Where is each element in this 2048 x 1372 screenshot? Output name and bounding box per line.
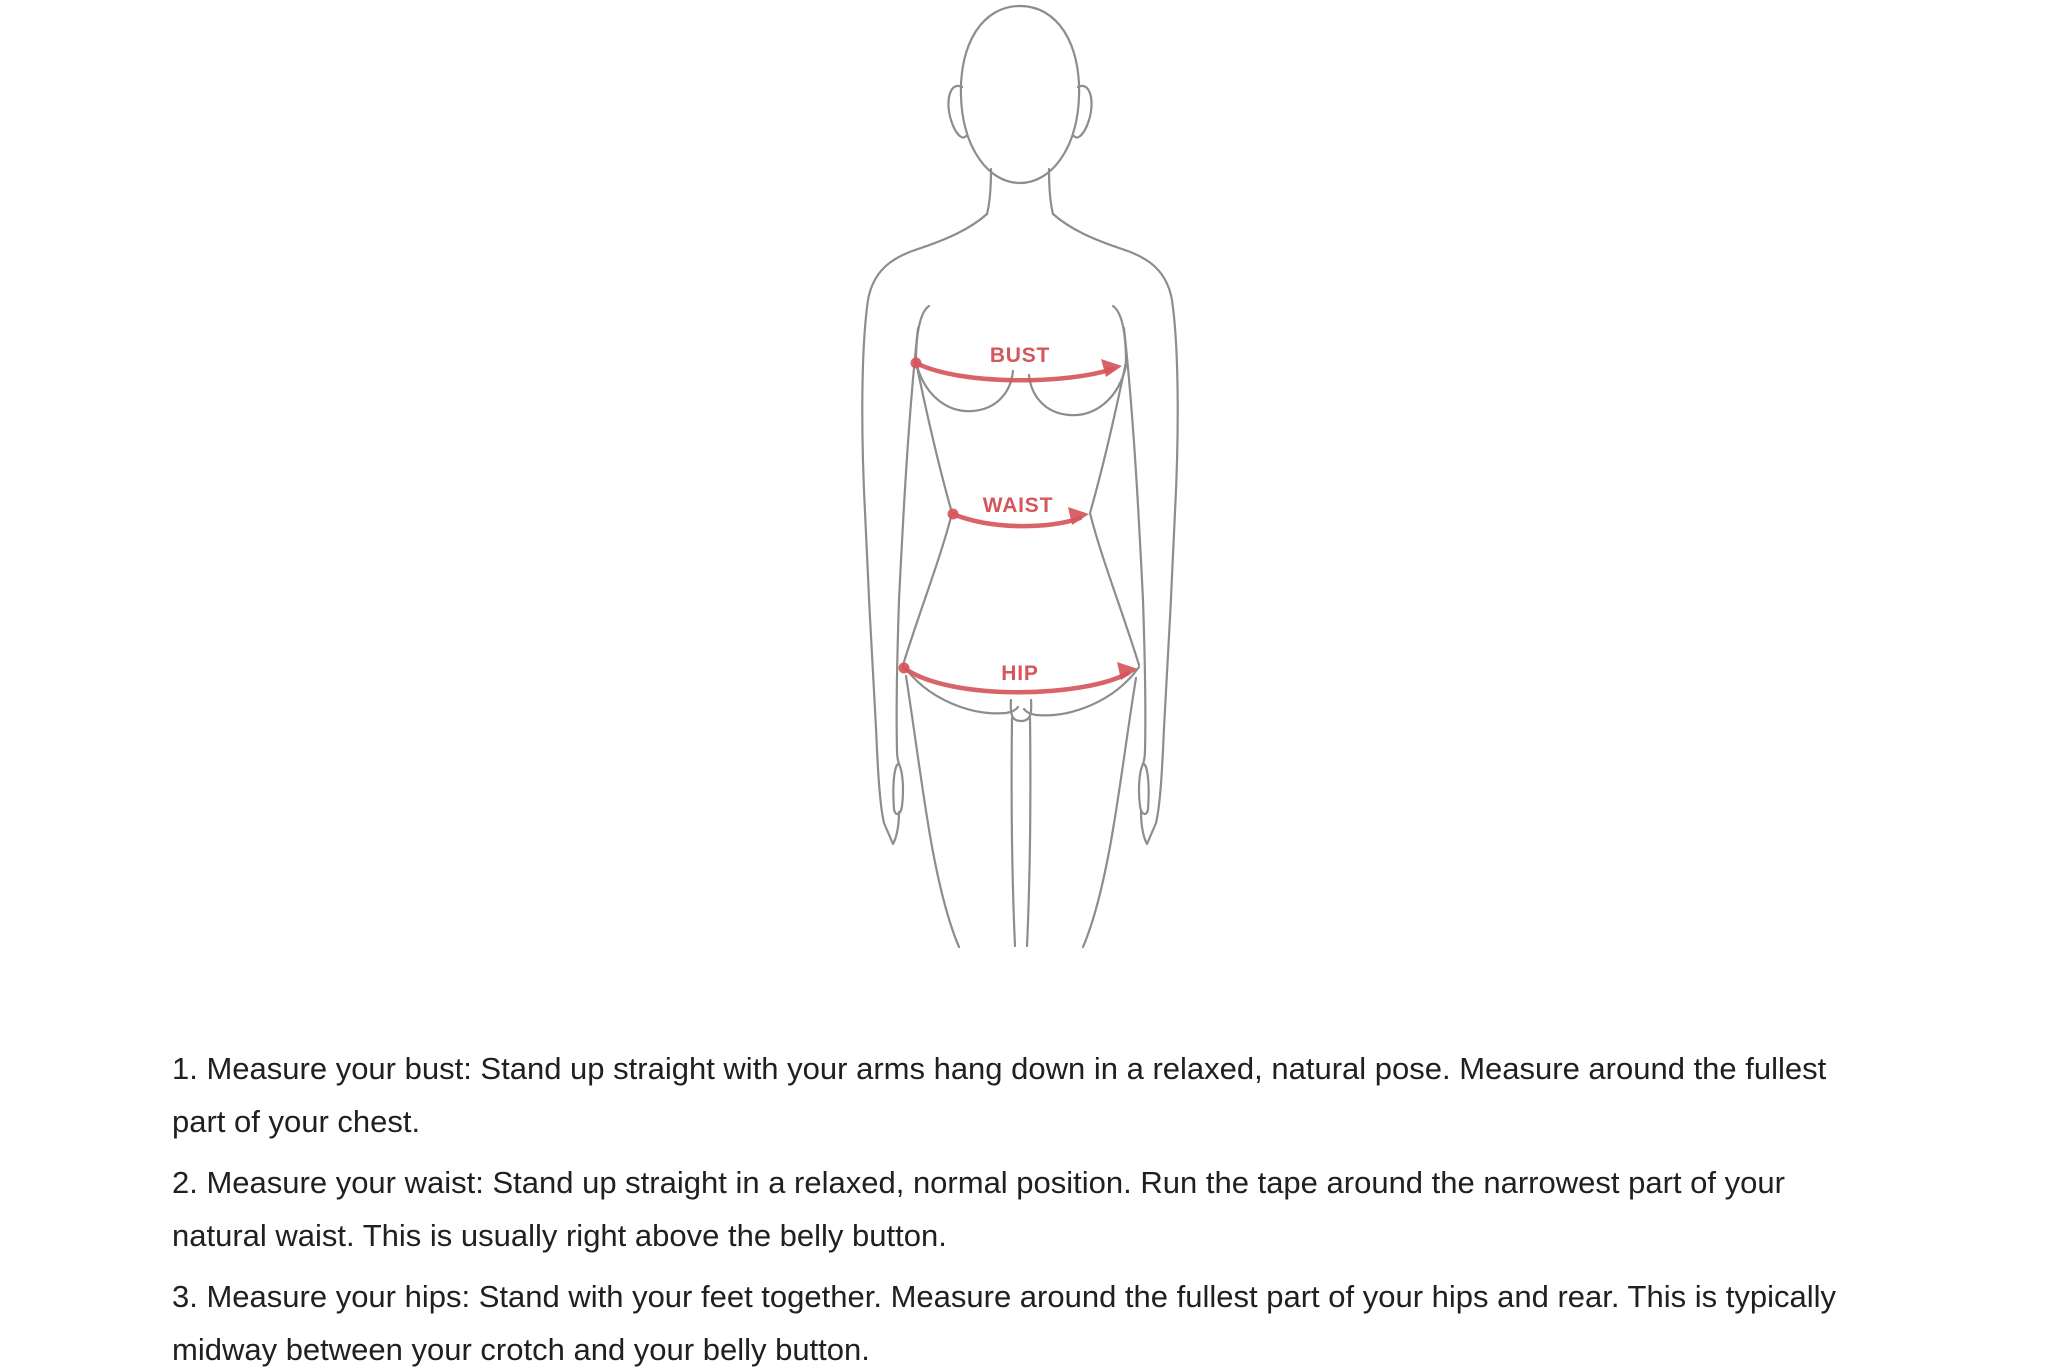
left-inner-leg: [1012, 718, 1015, 946]
instruction-line: 3. Measure your hips: Stand with your feet together. Measure around the fullest part of your hips and rear. This is typically: [172, 1279, 1836, 1314]
right-outer-thigh: [1083, 678, 1136, 947]
neck-right: [1049, 169, 1053, 214]
bust-measure-dot: [911, 358, 922, 369]
right-thumb: [1139, 764, 1149, 814]
hip-measurement: [899, 662, 1139, 692]
right-inner-leg: [1027, 718, 1030, 946]
measurement-instructions: [172, 1042, 1992, 1372]
instruction-line: natural waist. This is usually right above the belly button.: [172, 1218, 947, 1253]
left-armpit: [916, 306, 929, 362]
left-ear: [948, 86, 966, 138]
head-outline: [961, 6, 1079, 183]
right-inner-arm: [1124, 328, 1145, 764]
instruction-line: midway between your crotch and your belly button.: [172, 1332, 870, 1367]
waist-label: WAIST: [982, 494, 1054, 517]
left-thumb: [893, 764, 903, 814]
neck-left: [987, 169, 991, 214]
figure-outline: [862, 6, 1177, 947]
instruction-bust: [172, 1042, 1992, 1148]
right-ear: [1074, 86, 1092, 138]
instruction-line: 2. Measure your waist: Stand up straight in a relaxed, normal position. Run the tape around the narrowest part of your: [172, 1165, 1785, 1200]
waist-measurement: [948, 494, 1090, 526]
bust-measurement: [911, 344, 1123, 380]
waist-measure-dot: [948, 509, 959, 520]
instruction-hips: [172, 1270, 1992, 1372]
instruction-waist: [172, 1156, 1992, 1262]
hip-label: HIP: [1001, 662, 1039, 685]
instruction-line: part of your chest.: [172, 1104, 421, 1139]
bust-measure-arrowhead: [1101, 359, 1122, 377]
left-outer-thigh: [906, 676, 959, 947]
left-inner-arm: [897, 328, 918, 764]
bust-label: BUST: [989, 344, 1051, 367]
right-breast-curve: [1029, 366, 1126, 415]
right-armpit: [1113, 306, 1126, 362]
left-shoulder-arm: [862, 214, 987, 844]
hip-measure-dot: [899, 663, 910, 674]
instruction-line: 1. Measure your bust: Stand up straight with your arms hang down in a relaxed, natural pose. Measure around the fullest: [172, 1051, 1827, 1086]
